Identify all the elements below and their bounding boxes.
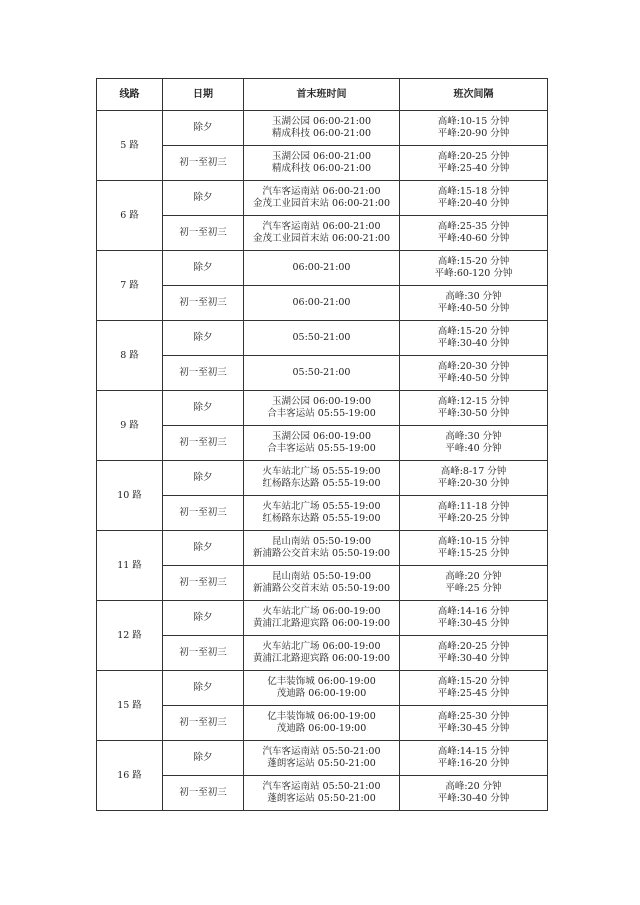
interval-line: 高峰:10-15 分钟	[437, 116, 510, 127]
times-cell	[244, 251, 400, 286]
times-line: 蓬朗客运站 05:50-21:00	[267, 758, 376, 769]
table-row	[97, 496, 548, 531]
date-cell: 初一至初三	[163, 216, 244, 251]
times-line: 06:00-21:00	[292, 297, 351, 308]
times-cell	[244, 216, 400, 251]
times-line: 06:00-21:00	[292, 262, 351, 273]
table-row	[97, 636, 548, 671]
interval-line: 高峰:20 分钟	[445, 781, 502, 792]
times-line: 火车站北广场 05:55-19:00	[262, 466, 381, 477]
interval-cell	[400, 181, 548, 216]
times-cell	[244, 531, 400, 566]
route-cell: 6 路	[97, 181, 163, 251]
date-cell: 除夕	[163, 321, 244, 356]
date-cell: 除夕	[163, 251, 244, 286]
table-row	[97, 181, 548, 216]
times-line: 昆山南站 05:50-19:00	[272, 536, 371, 547]
route-cell: 8 路	[97, 321, 163, 391]
interval-line: 平峰:15-25 分钟	[437, 548, 510, 559]
times-cell	[244, 461, 400, 496]
interval-line: 高峰:8-17 分钟	[440, 466, 507, 477]
date-cell: 除夕	[163, 601, 244, 636]
times-line: 玉湖公园 06:00-21:00	[272, 151, 371, 162]
date-cell: 初一至初三	[163, 566, 244, 601]
interval-line: 高峰:10-15 分钟	[437, 536, 510, 547]
interval-line: 平峰:30-45 分钟	[437, 723, 510, 734]
table-row	[97, 111, 548, 146]
table-row	[97, 391, 548, 426]
date-cell: 除夕	[163, 671, 244, 706]
header-times: 首末班时间	[244, 79, 400, 111]
interval-line: 高峰:11-18 分钟	[437, 501, 510, 512]
date-cell: 除夕	[163, 111, 244, 146]
times-line: 合丰客运站 05:55-19:00	[267, 443, 376, 454]
date-cell: 初一至初三	[163, 356, 244, 391]
times-line: 火车站北广场 06:00-19:00	[262, 606, 381, 617]
table-row	[97, 146, 548, 181]
times-cell	[244, 671, 400, 706]
times-cell	[244, 636, 400, 671]
times-cell	[244, 111, 400, 146]
times-line: 火车站北广场 05:55-19:00	[262, 501, 381, 512]
interval-cell	[400, 426, 548, 461]
table-row	[97, 321, 548, 356]
times-line: 茂迪路 06:00-19:00	[276, 723, 367, 734]
times-cell	[244, 426, 400, 461]
interval-line: 平峰:25 分钟	[445, 583, 502, 594]
date-cell: 初一至初三	[163, 776, 244, 811]
interval-cell	[400, 356, 548, 391]
times-cell	[244, 566, 400, 601]
interval-line: 高峰:20-25 分钟	[437, 151, 510, 162]
interval-cell	[400, 636, 548, 671]
date-cell: 除夕	[163, 181, 244, 216]
interval-cell	[400, 706, 548, 741]
table-row	[97, 531, 548, 566]
times-line: 火车站北广场 06:00-19:00	[262, 641, 381, 652]
interval-line: 平峰:30-40 分钟	[437, 653, 510, 664]
times-line: 精成科技 06:00-21:00	[272, 128, 371, 139]
times-line: 金茂工业园首末站 06:00-21:00	[253, 198, 390, 209]
times-cell	[244, 496, 400, 531]
bus-schedule-table	[96, 78, 548, 811]
times-line: 昆山南站 05:50-19:00	[272, 571, 371, 582]
table-header-row	[97, 79, 548, 111]
times-line: 茂迪路 06:00-19:00	[276, 688, 367, 699]
times-line: 玉湖公园 06:00-19:00	[272, 431, 371, 442]
table-row	[97, 216, 548, 251]
table-row	[97, 671, 548, 706]
times-line: 黄浦江北路迎宾路 06:00-19:00	[253, 618, 390, 629]
interval-line: 平峰:40-60 分钟	[437, 233, 510, 244]
table-row	[97, 461, 548, 496]
table-row	[97, 566, 548, 601]
interval-cell	[400, 216, 548, 251]
interval-line: 平峰:16-20 分钟	[437, 758, 510, 769]
route-cell: 15 路	[97, 671, 163, 741]
table-row	[97, 741, 548, 776]
interval-cell	[400, 391, 548, 426]
header-route: 线路	[97, 79, 163, 111]
times-line: 红杨路东达路 05:55-19:00	[262, 513, 381, 524]
times-cell	[244, 706, 400, 741]
times-cell	[244, 146, 400, 181]
times-line: 亿丰装饰城 06:00-19:00	[267, 711, 376, 722]
header-interval: 班次间隔	[400, 79, 548, 111]
date-cell: 除夕	[163, 461, 244, 496]
interval-cell	[400, 531, 548, 566]
route-cell: 7 路	[97, 251, 163, 321]
times-line: 05:50-21:00	[292, 332, 351, 343]
route-cell: 16 路	[97, 741, 163, 811]
times-cell	[244, 321, 400, 356]
times-line: 合丰客运站 05:55-19:00	[267, 408, 376, 419]
interval-line: 平峰:20-90 分钟	[437, 128, 510, 139]
interval-line: 高峰:12-15 分钟	[437, 396, 510, 407]
interval-cell	[400, 776, 548, 811]
times-line: 汽车客运南站 06:00-21:00	[262, 186, 381, 197]
date-cell: 初一至初三	[163, 636, 244, 671]
times-line: 05:50-21:00	[292, 367, 351, 378]
table-row	[97, 251, 548, 286]
date-cell: 初一至初三	[163, 706, 244, 741]
interval-line: 平峰:25-45 分钟	[437, 688, 510, 699]
times-line: 蓬朗客运站 05:50-21:00	[267, 793, 376, 804]
interval-line: 平峰:40-50 分钟	[437, 303, 510, 314]
interval-line: 高峰:15-18 分钟	[437, 186, 510, 197]
interval-line: 高峰:14-16 分钟	[437, 606, 510, 617]
interval-line: 平峰:30-45 分钟	[437, 618, 510, 629]
interval-line: 高峰:25-35 分钟	[437, 221, 510, 232]
times-line: 亿丰装饰城 06:00-19:00	[267, 676, 376, 687]
times-line: 金茂工业园首末站 06:00-21:00	[253, 233, 390, 244]
interval-line: 平峰:30-50 分钟	[437, 408, 510, 419]
date-cell: 初一至初三	[163, 426, 244, 461]
date-cell: 除夕	[163, 391, 244, 426]
interval-line: 平峰:60-120 分钟	[434, 268, 513, 279]
route-cell: 11 路	[97, 531, 163, 601]
route-cell: 5 路	[97, 111, 163, 181]
interval-line: 高峰:14-15 分钟	[437, 746, 510, 757]
interval-cell	[400, 671, 548, 706]
times-cell	[244, 391, 400, 426]
interval-line: 高峰:30 分钟	[445, 431, 502, 442]
times-line: 黄浦江北路迎宾路 06:00-19:00	[253, 653, 390, 664]
interval-cell	[400, 111, 548, 146]
interval-line: 高峰:15-20 分钟	[437, 326, 510, 337]
times-cell	[244, 286, 400, 321]
interval-cell	[400, 566, 548, 601]
date-cell: 初一至初三	[163, 286, 244, 321]
interval-line: 平峰:30-40 分钟	[437, 338, 510, 349]
times-line: 新浦路公交首末站 05:50-19:00	[253, 548, 390, 559]
times-line: 玉湖公园 06:00-21:00	[272, 116, 371, 127]
times-line: 汽车客运南站 05:50-21:00	[262, 781, 381, 792]
header-date: 日期	[163, 79, 244, 111]
interval-cell	[400, 741, 548, 776]
interval-line: 平峰:30-40 分钟	[437, 793, 510, 804]
date-cell: 除夕	[163, 741, 244, 776]
times-line: 汽车客运南站 06:00-21:00	[262, 221, 381, 232]
interval-line: 平峰:40-50 分钟	[437, 373, 510, 384]
times-line: 红杨路东达路 05:55-19:00	[262, 478, 381, 489]
interval-line: 高峰:15-20 分钟	[437, 676, 510, 687]
table-row	[97, 776, 548, 811]
times-line: 精成科技 06:00-21:00	[272, 163, 371, 174]
times-line: 玉湖公园 06:00-19:00	[272, 396, 371, 407]
times-cell	[244, 776, 400, 811]
times-line: 新浦路公交首末站 05:50-19:00	[253, 583, 390, 594]
route-cell: 9 路	[97, 391, 163, 461]
interval-line: 高峰:15-20 分钟	[437, 256, 510, 267]
interval-cell	[400, 601, 548, 636]
table-row	[97, 426, 548, 461]
interval-cell	[400, 321, 548, 356]
table-row	[97, 356, 548, 391]
interval-cell	[400, 461, 548, 496]
interval-cell	[400, 146, 548, 181]
date-cell: 除夕	[163, 531, 244, 566]
times-line: 汽车客运南站 05:50-21:00	[262, 746, 381, 757]
table-row	[97, 286, 548, 321]
interval-line: 高峰:20 分钟	[445, 571, 502, 582]
interval-cell	[400, 251, 548, 286]
interval-line: 平峰:20-30 分钟	[437, 478, 510, 489]
date-cell: 初一至初三	[163, 496, 244, 531]
interval-line: 平峰:20-40 分钟	[437, 198, 510, 209]
interval-line: 高峰:30 分钟	[445, 291, 502, 302]
interval-cell	[400, 286, 548, 321]
interval-line: 高峰:25-30 分钟	[437, 711, 510, 722]
interval-cell	[400, 496, 548, 531]
interval-line: 平峰:25-40 分钟	[437, 163, 510, 174]
route-cell: 12 路	[97, 601, 163, 671]
interval-line: 高峰:20-25 分钟	[437, 641, 510, 652]
table-row	[97, 706, 548, 741]
date-cell: 初一至初三	[163, 146, 244, 181]
route-cell: 10 路	[97, 461, 163, 531]
times-cell	[244, 741, 400, 776]
interval-line: 平峰:40 分钟	[445, 443, 502, 454]
interval-line: 高峰:20-30 分钟	[437, 361, 510, 372]
interval-line: 平峰:20-25 分钟	[437, 513, 510, 524]
table-row	[97, 601, 548, 636]
times-cell	[244, 356, 400, 391]
times-cell	[244, 181, 400, 216]
times-cell	[244, 601, 400, 636]
